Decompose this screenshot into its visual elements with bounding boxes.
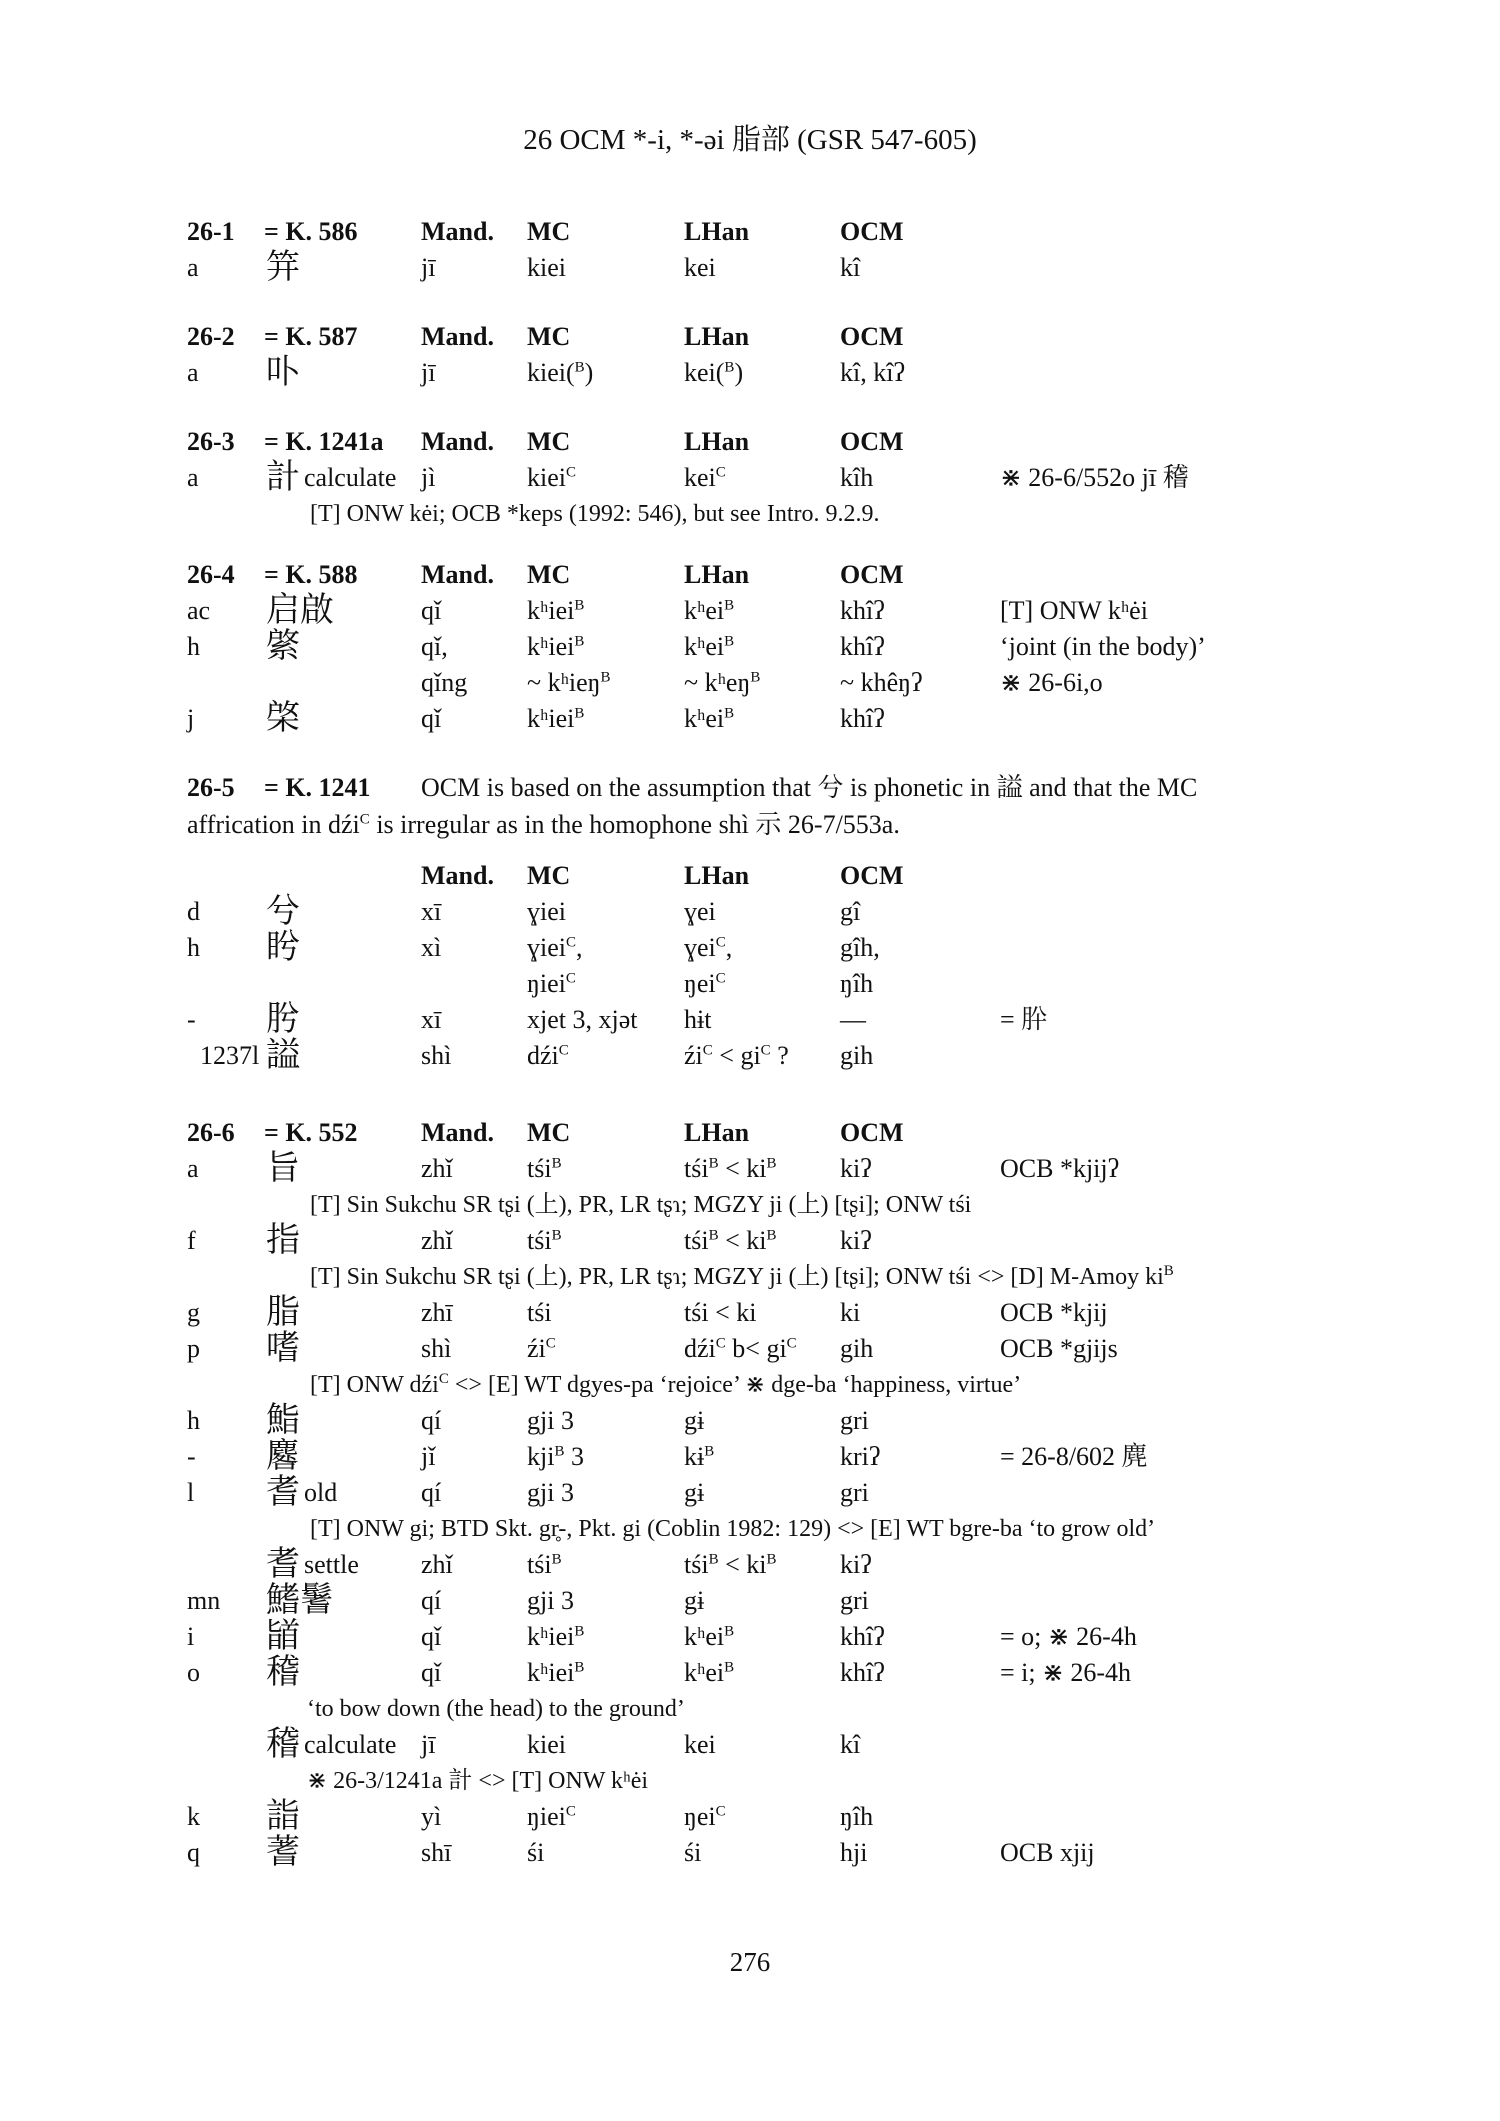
chinese-character: 䭫 [266, 1618, 300, 1655]
later-han-reading: gɨ [684, 1478, 705, 1507]
chinese-character: 耆 [266, 1546, 300, 1583]
row-note: = o; ⋇ 26-4h [1000, 1622, 1137, 1651]
table-row [0, 665, 1500, 701]
row-letter: o [187, 1658, 200, 1687]
old-chinese-reading: gri [840, 1586, 869, 1615]
later-han-reading: gɨ [684, 1586, 705, 1615]
column-header: OCM [840, 217, 904, 246]
row-letter: - [187, 1005, 196, 1034]
old-chinese-reading: kiʔ [840, 1154, 872, 1183]
row-letter: - [187, 1442, 196, 1471]
old-chinese-reading: ki [840, 1298, 861, 1327]
old-chinese-reading: kiʔ [840, 1226, 872, 1255]
table-row [0, 250, 1500, 286]
entry-intro-line [0, 807, 1500, 843]
row-letter: h [187, 1406, 200, 1435]
row-gloss: calculate [304, 463, 397, 492]
row-note: [T] ONW kʰėi [1000, 596, 1148, 625]
column-header: LHan [684, 560, 750, 589]
column-header: OCM [840, 427, 904, 456]
middle-chinese-reading: ŋiei$^C$ [527, 969, 576, 998]
table-row [0, 1835, 1500, 1871]
old-chinese-reading: kriʔ [840, 1442, 881, 1471]
column-header: MC [527, 560, 571, 589]
row-gloss: settle [304, 1550, 359, 1579]
row-note: ‘joint (in the body)’ [1000, 632, 1206, 661]
middle-chinese-reading: kiei [527, 253, 566, 282]
karlgren-reference: = K. 587 [264, 322, 358, 351]
row-note: = i; ⋇ 26-4h [1000, 1658, 1132, 1687]
column-header: LHan [684, 322, 750, 351]
karlgren-reference: = K. 1241 [264, 773, 371, 802]
note-line [0, 1763, 1500, 1799]
row-letter: q [187, 1838, 200, 1867]
later-han-reading: ŋei$^C$ [684, 1802, 726, 1831]
old-chinese-reading: kî, kîʔ [840, 358, 905, 387]
column-header: OCM [840, 861, 904, 890]
later-han-reading: dźi$^C$ $b< gi^C$ [684, 1334, 797, 1363]
row-letter: 1237l [200, 1041, 260, 1070]
chinese-character: 鮨 [266, 1402, 300, 1439]
middle-chinese-reading: kʰiei$^B$ [527, 1622, 585, 1651]
old-chinese-reading: khîʔ [840, 596, 885, 625]
chinese-character: 計 [266, 459, 300, 496]
later-han-reading: tśi$^B$ < $ki^B$ [684, 1226, 777, 1255]
middle-chinese-reading: kʰiei$^B$ [527, 704, 585, 733]
chinese-character: 脂 [266, 1294, 300, 1331]
later-han-reading: kei [684, 1730, 716, 1759]
karlgren-reference: = K. 588 [264, 560, 358, 589]
middle-chinese-reading: tśi$^B$ [527, 1550, 562, 1579]
row-letter: j [187, 704, 195, 733]
note-text: [T] ONW dźi$^C$ <> [E] WT dgyes-pa ‘rejoice’ ⋇ dge-ba ‘happiness, virtue’ [310, 1371, 1022, 1398]
column-header: MC [527, 1118, 571, 1147]
old-chinese-reading: gri [840, 1478, 869, 1507]
row-note: = 肸 [1000, 1005, 1048, 1034]
mandarin-reading: zhǐ [421, 1154, 453, 1183]
chinese-character: 詣 [266, 1798, 300, 1835]
chinese-character: 麔 [266, 1438, 300, 1475]
chinese-character: 稽 [266, 1654, 300, 1691]
later-han-reading: kʰei$^B$ [684, 596, 735, 625]
mandarin-reading: shì [421, 1334, 452, 1363]
mandarin-reading: qí [421, 1406, 442, 1435]
mandarin-reading: jī [421, 358, 436, 387]
column-header: MC [527, 427, 571, 456]
entry-header-row [0, 557, 1500, 593]
chinese-character: 耆 [266, 1474, 300, 1511]
middle-chinese-reading: kʰiei$^B$ [527, 596, 585, 625]
row-letter: a [187, 253, 199, 282]
chinese-character: 启啟 [266, 592, 334, 629]
later-han-reading: tśi$^B$ < $ki^B$ [684, 1550, 777, 1579]
column-header: LHan [684, 861, 750, 890]
table-row [0, 1727, 1500, 1763]
old-chinese-reading: hji [840, 1838, 868, 1867]
row-letter: d [187, 897, 200, 926]
old-chinese-reading: gîh, [840, 933, 880, 962]
row-note: OCB *kjijʔ [1000, 1154, 1120, 1183]
middle-chinese-reading: kʰiei$^B$ [527, 632, 585, 661]
column-header: MC [527, 217, 571, 246]
middle-chinese-reading: dźi$^C$ [527, 1041, 569, 1070]
chinese-character: 卟 [266, 354, 300, 391]
middle-chinese-reading: kʰiei$^B$ [527, 1658, 585, 1687]
mandarin-reading: xī [421, 1005, 442, 1034]
column-header: LHan [684, 427, 750, 456]
table-row [0, 966, 1500, 1002]
row-gloss: calculate [304, 1730, 397, 1759]
later-han-reading: gɨ [684, 1406, 705, 1435]
entry-number: 26-4 [187, 560, 235, 589]
middle-chinese-reading: tśi$^B$ [527, 1226, 562, 1255]
column-header: MC [527, 322, 571, 351]
row-letter: i [187, 1622, 195, 1651]
old-chinese-reading: ~ khêŋʔ [840, 668, 923, 697]
table-row [0, 1002, 1500, 1038]
column-header: Mand. [421, 1118, 494, 1147]
row-letter: f [187, 1226, 196, 1255]
note-line [0, 1367, 1500, 1403]
row-letter: h [187, 933, 200, 962]
mandarin-reading: qǐ, [421, 632, 448, 661]
column-header: Mand. [421, 560, 494, 589]
page-number: 276 [729, 1947, 771, 1977]
old-chinese-reading: gih [840, 1041, 874, 1070]
note-text: [T] Sin Sukchu SR tʂi (上), PR, LR tʂɿ; MGZY ji (上) [tʂi]; ONW tśi <> [D] M-Amoy $ki^B$ [310, 1263, 1174, 1290]
mandarin-reading: qí [421, 1478, 442, 1507]
entry-number: 26-6 [187, 1118, 235, 1147]
middle-chinese-reading: $źi^C$ [527, 1334, 556, 1363]
entry-header-row [0, 214, 1500, 250]
old-chinese-reading: ŋîh [840, 1802, 874, 1831]
old-chinese-reading: kiʔ [840, 1550, 872, 1579]
entry-number: 26-2 [187, 322, 235, 351]
old-chinese-reading: gî [840, 897, 861, 926]
note-line [0, 1259, 1500, 1295]
row-letter: p [187, 1334, 200, 1363]
row-letter: a [187, 358, 199, 387]
table-row [0, 629, 1500, 665]
middle-chinese-reading: tśi [527, 1298, 552, 1327]
karlgren-reference: = K. 586 [264, 217, 358, 246]
later-han-reading: kʰei$^B$ [684, 1622, 735, 1651]
old-chinese-reading: khîʔ [840, 704, 885, 733]
chinese-character: 指 [266, 1222, 300, 1259]
entry-intro-text: OCM is based on the assumption that 兮 is phonetic in 謚 and that the MC [421, 773, 1198, 802]
chinese-character: 嗜 [266, 1330, 300, 1367]
mandarin-reading: jǐ [421, 1442, 436, 1471]
later-han-reading: hɨt [684, 1005, 712, 1034]
old-chinese-reading: kî [840, 1730, 861, 1759]
later-han-reading: $źi^C < gi^C$ ? [684, 1041, 789, 1070]
note-line [0, 496, 1500, 532]
old-chinese-reading: ŋîh [840, 969, 874, 998]
row-note: OCB xjij [1000, 1838, 1095, 1867]
table-row [0, 701, 1500, 737]
entry-header-row [0, 1115, 1500, 1151]
note-line [0, 1511, 1500, 1547]
karlgren-reference: = K. 1241a [264, 427, 384, 456]
later-han-reading: ɣei [684, 897, 716, 926]
chinese-character: 笄 [266, 249, 300, 286]
row-gloss: old [304, 1478, 338, 1507]
chinese-character: 兮 [266, 893, 300, 930]
mandarin-reading: qǐ [421, 1658, 442, 1687]
entry-number: 26-1 [187, 217, 235, 246]
middle-chinese-reading: kji$^B$ 3 [527, 1442, 584, 1471]
mandarin-reading: shī [421, 1838, 452, 1867]
table-row [0, 1151, 1500, 1187]
later-han-reading: kʰei$^B$ [684, 632, 735, 661]
note-line [0, 1691, 1500, 1727]
row-letter: a [187, 463, 199, 492]
column-header: Mand. [421, 217, 494, 246]
later-han-reading: kei$^C$ [684, 463, 726, 492]
row-note: ⋇ 26-6/552o jī 稽 [1000, 463, 1189, 492]
chinese-character: 肹 [266, 1001, 300, 1038]
old-chinese-reading: kîh [840, 463, 874, 492]
chinese-character: 旨 [266, 1150, 300, 1187]
middle-chinese-reading: kiei($^B$) [527, 358, 594, 387]
table-row [0, 1655, 1500, 1691]
table-row [0, 930, 1500, 966]
middle-chinese-reading: gji 3 [527, 1478, 574, 1507]
middle-chinese-reading: gji 3 [527, 1586, 574, 1615]
note-text: [T] ONW kėi; OCB *keps (1992: 546), but see Intro. 9.2.9. [310, 501, 880, 527]
later-han-reading: ɣei$^C$, [684, 933, 733, 962]
table-row [0, 593, 1500, 629]
chinese-character: 盻 [266, 929, 300, 966]
mandarin-reading: qí [421, 1586, 442, 1615]
old-chinese-reading: kî [840, 253, 861, 282]
table-row [0, 1038, 1500, 1074]
middle-chinese-reading: ŋiei$^C$ [527, 1802, 576, 1831]
later-han-reading: kʰei$^B$ [684, 704, 735, 733]
chinese-character: 鰭鬐 [266, 1582, 334, 1619]
chinese-character: 謚 [266, 1037, 300, 1074]
column-header: OCM [840, 322, 904, 351]
entry-header-row [0, 424, 1500, 460]
row-note: OCB *kjij [1000, 1298, 1108, 1327]
chinese-character: 棨 [266, 700, 300, 737]
middle-chinese-reading: śi [527, 1838, 545, 1867]
table-row [0, 460, 1500, 496]
column-header: OCM [840, 1118, 904, 1147]
mandarin-reading: jì [421, 463, 436, 492]
later-han-reading: ~ kʰeŋ$^B$ [684, 668, 761, 697]
mandarin-reading: qǐ [421, 704, 442, 733]
table-row [0, 1799, 1500, 1835]
note-line [0, 1187, 1500, 1223]
row-note: = 26-8/602 麂 [1000, 1442, 1148, 1471]
column-header: LHan [684, 217, 750, 246]
row-letter: mn [187, 1586, 221, 1615]
table-row [0, 1583, 1500, 1619]
table-row [0, 1439, 1500, 1475]
mandarin-reading: xī [421, 897, 442, 926]
later-han-reading: ŋei$^C$ [684, 969, 726, 998]
column-header: Mand. [421, 322, 494, 351]
note-text: ‘to bow down (the head) to the ground’ [307, 1696, 685, 1722]
mandarin-reading: zhǐ [421, 1550, 453, 1579]
old-chinese-reading: gri [840, 1406, 869, 1435]
row-letter: a [187, 1154, 199, 1183]
later-han-reading: kei [684, 253, 716, 282]
middle-chinese-reading: kiei [527, 1730, 566, 1759]
middle-chinese-reading: ɣiei$^C$, [527, 933, 583, 962]
middle-chinese-reading: xjet 3, xjət [527, 1005, 638, 1034]
row-letter: h [187, 632, 200, 661]
entry-number: 26-5 [187, 773, 235, 802]
middle-chinese-reading: ~ kʰieŋ$^B$ [527, 668, 611, 697]
row-note: OCB *gjijs [1000, 1334, 1118, 1363]
mandarin-reading: qǐ [421, 1622, 442, 1651]
old-chinese-reading: khîʔ [840, 1622, 885, 1651]
mandarin-reading: zhī [421, 1298, 453, 1327]
row-letter: l [187, 1478, 195, 1507]
table-row [0, 1403, 1500, 1439]
later-han-reading: kɨ$^B$ [684, 1442, 715, 1471]
chinese-character: 綮 [266, 628, 300, 665]
middle-chinese-reading: ɣiei [527, 897, 566, 926]
note-text: [T] Sin Sukchu SR tʂi (上), PR, LR tʂɿ; MGZY ji (上) [tʂi]; ONW tśi [310, 1192, 972, 1218]
table-row [0, 1475, 1500, 1511]
old-chinese-reading: gih [840, 1334, 874, 1363]
mandarin-reading: qǐ [421, 596, 442, 625]
entry-header-row [0, 319, 1500, 355]
middle-chinese-reading: tśi$^B$ [527, 1154, 562, 1183]
later-han-reading: śi [684, 1838, 702, 1867]
mandarin-reading: jī [421, 253, 436, 282]
mandarin-reading: yì [421, 1802, 442, 1831]
note-text: [T] ONW gi; BTD Skt. gr̥-, Pkt. gi (Coblin 1982: 129) <> [E] WT bgre-ba ‘to grow old’ [310, 1516, 1156, 1542]
later-han-reading: kʰei$^B$ [684, 1658, 735, 1687]
row-letter: k [187, 1802, 200, 1831]
middle-chinese-reading: kiei$^C$ [527, 463, 577, 492]
chinese-character: 蓍 [266, 1834, 300, 1871]
column-header: MC [527, 861, 571, 890]
later-han-reading: tśi$^B$ < $ki^B$ [684, 1154, 777, 1183]
mandarin-reading: jī [421, 1730, 436, 1759]
table-row [0, 355, 1500, 391]
page-title: 26 OCM *-i, *-əi 脂部 (GSR 547-605) [523, 124, 977, 156]
entry-intro-line [0, 770, 1500, 806]
middle-chinese-reading: gji 3 [527, 1406, 574, 1435]
table-row [0, 1547, 1500, 1583]
column-header: LHan [684, 1118, 750, 1147]
table-row [0, 1295, 1500, 1331]
entry-number: 26-3 [187, 427, 235, 456]
column-header: Mand. [421, 427, 494, 456]
table-row [0, 1619, 1500, 1655]
mandarin-reading: xì [421, 933, 442, 962]
column-header-row [0, 858, 1500, 894]
later-han-reading: kei($^B$) [684, 358, 744, 387]
table-row [0, 894, 1500, 930]
old-chinese-reading: khîʔ [840, 1658, 885, 1687]
later-han-reading: tśi < ki [684, 1298, 757, 1327]
row-letter: g [187, 1298, 200, 1327]
mandarin-reading: qǐng [421, 668, 468, 697]
column-header: Mand. [421, 861, 494, 890]
entry-intro-text: affrication in dźi$^C$ is irregular as in the homophone shì 示 26-7/553a. [187, 810, 900, 839]
chinese-character: 稽 [266, 1726, 300, 1763]
table-row [0, 1223, 1500, 1259]
column-header: OCM [840, 560, 904, 589]
note-text: ⋇ 26-3/1241a 計 <> [T] ONW kʰėi [307, 1768, 649, 1794]
row-letter: ac [187, 596, 211, 625]
karlgren-reference: = K. 552 [264, 1118, 358, 1147]
old-chinese-reading: khîʔ [840, 632, 885, 661]
mandarin-reading: shì [421, 1041, 452, 1070]
mandarin-reading: zhǐ [421, 1226, 453, 1255]
row-note: ⋇ 26-6i,o [1000, 668, 1103, 697]
table-row [0, 1331, 1500, 1367]
old-chinese-reading: — [840, 1005, 866, 1034]
